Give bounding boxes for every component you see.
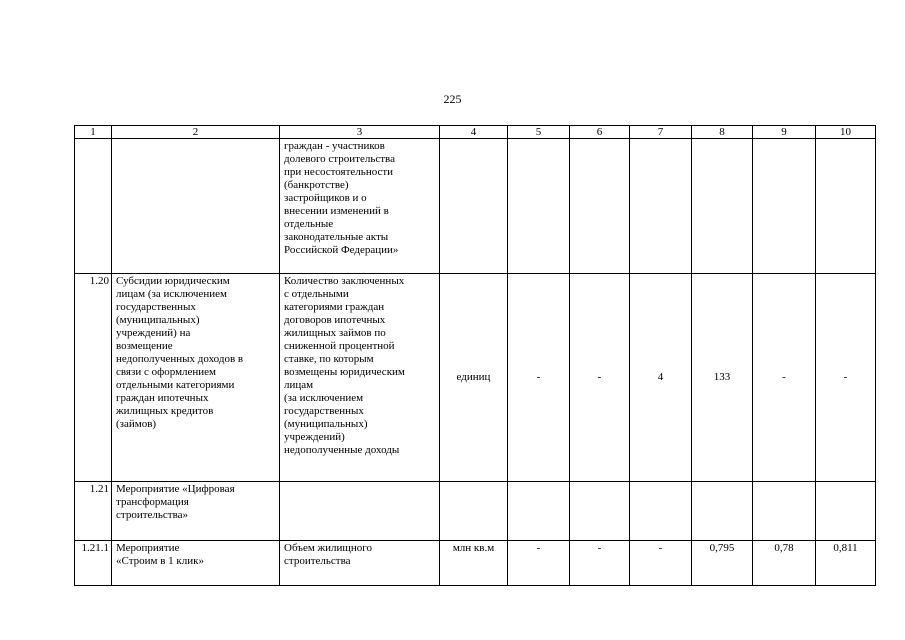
header-cell: 9 [753,126,816,139]
unit-cell: млн кв.м [440,541,508,586]
indicator-cell: Количество заключенных с отдельными категориями граждан договоров ипотечных жилищных займов по сниженной процентной ставке, по которым возмещены юридическим лицам (за исключением государственных (муниципальных) учреждений) недополученные доходы [280,274,440,482]
value-cell: 133 [692,274,753,482]
header-cell: 5 [508,126,570,139]
value-cell [570,139,630,274]
table-row [75,274,876,482]
table-row [75,139,876,274]
row-number-cell: 1.21 [75,482,112,541]
value-cell: - [816,274,876,482]
value-cell: 0,811 [816,541,876,586]
header-cell: 2 [112,126,280,139]
measure-name-cell: Мероприятие «Цифровая трансформация строительства» [112,482,280,541]
data-table [74,125,876,586]
value-cell [630,482,692,541]
value-cell [816,482,876,541]
unit-cell [440,482,508,541]
table-header-row [75,126,876,139]
value-cell [692,482,753,541]
value-cell: 4 [630,274,692,482]
value-cell [692,139,753,274]
value-cell: 0,78 [753,541,816,586]
value-cell [570,482,630,541]
header-cell: 7 [630,126,692,139]
header-cell: 3 [280,126,440,139]
value-cell [630,139,692,274]
indicator-cell: граждан - участников долевого строительства при несостоятельности (банкротстве) застройщиков и о внесении изменений в отдельные законодательные акты Российской Федерации» [280,139,440,274]
header-cell: 10 [816,126,876,139]
header-cell: 4 [440,126,508,139]
header-cell: 8 [692,126,753,139]
value-cell: - [630,541,692,586]
value-cell: - [570,274,630,482]
row-number-cell [75,139,112,274]
table-row [75,541,876,586]
header-cell: 6 [570,126,630,139]
indicator-cell [280,482,440,541]
value-cell [508,482,570,541]
value-cell: - [508,541,570,586]
value-cell: - [570,541,630,586]
measure-name-cell [112,139,280,274]
unit-cell [440,139,508,274]
header-cell: 1 [75,126,112,139]
measure-name-cell: Субсидии юридическим лицам (за исключением государственных (муниципальных) учреждений) на возмещение недополученных доходов в связи с оформлением отдельными категориями граждан ипотечных жилищных кредитов (займов) [112,274,280,482]
indicator-cell: Объем жилищного строительства [280,541,440,586]
measure-name-cell: Мероприятие «Строим в 1 клик» [112,541,280,586]
value-cell: - [508,274,570,482]
table-row [75,482,876,541]
page-number: 225 [443,92,462,106]
value-cell [753,139,816,274]
value-cell [753,482,816,541]
row-number-cell: 1.20 [75,274,112,482]
value-cell: 0,795 [692,541,753,586]
value-cell: - [753,274,816,482]
value-cell [508,139,570,274]
row-number-cell: 1.21.1 [75,541,112,586]
unit-cell: единиц [440,274,508,482]
value-cell [816,139,876,274]
